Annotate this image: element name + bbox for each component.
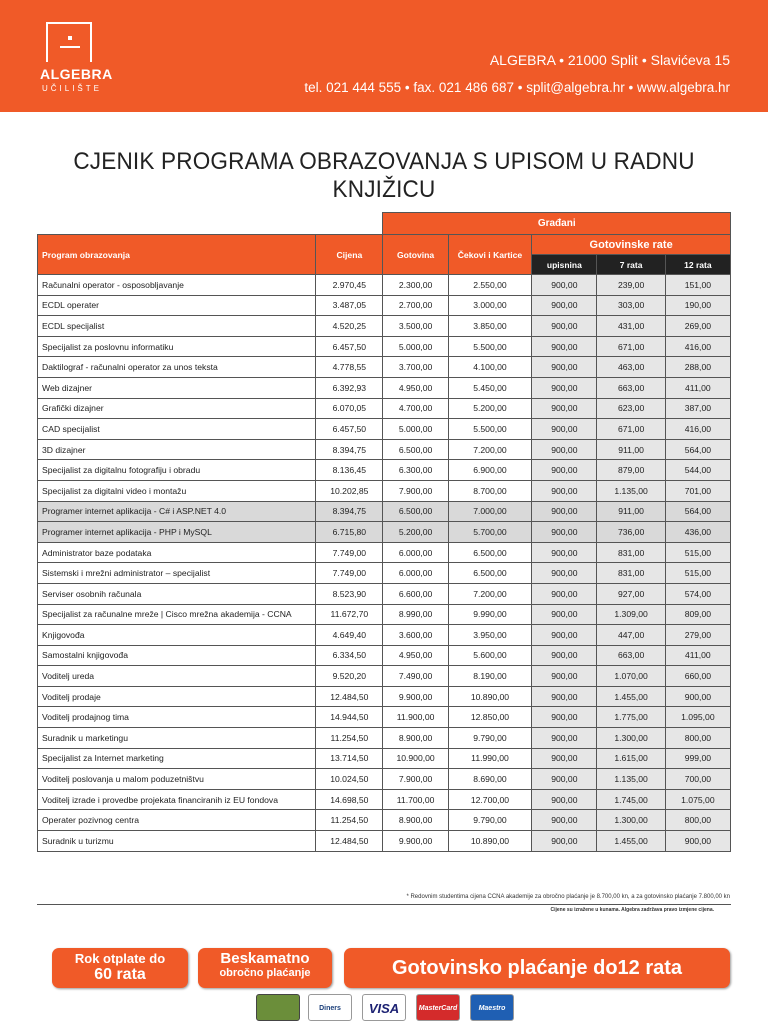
table-cell: 900,00 — [532, 563, 597, 584]
table-cell: 800,00 — [665, 728, 730, 749]
table-cell: 463,00 — [597, 357, 665, 378]
table-cell: 12.484,50 — [316, 686, 383, 707]
table-cell: 303,00 — [597, 295, 665, 316]
table-cell: 9.900,00 — [383, 686, 448, 707]
table-cell: 9.900,00 — [383, 831, 448, 852]
badge-line: Beskamatno — [220, 950, 310, 967]
table-cell: 11.672,70 — [316, 604, 383, 625]
table-cell: 5.200,00 — [383, 522, 448, 543]
table-cell: 4.649,40 — [316, 625, 383, 646]
table-cell: 663,00 — [597, 377, 665, 398]
col-installments: Gotovinske rate — [532, 235, 731, 255]
table-cell: 12.700,00 — [448, 789, 532, 810]
table-cell: 387,00 — [665, 398, 730, 419]
table-row — [38, 563, 731, 584]
table-cell: 8.190,00 — [448, 666, 532, 687]
table-cell: 7.490,00 — [383, 666, 448, 687]
table-cell: 900,00 — [532, 748, 597, 769]
table-cell: 10.024,50 — [316, 769, 383, 790]
table-cell: 5.000,00 — [383, 419, 448, 440]
table-cell: Specijalist za poslovnu informatiku — [38, 336, 316, 357]
col-12-rates: 12 rata — [665, 255, 730, 275]
table-cell: Specijalist za računalne mreže | Cisco mrežna akademija - CCNA — [38, 604, 316, 625]
diners-card-icon: Diners — [308, 994, 352, 1021]
table-cell: 1.455,00 — [597, 831, 665, 852]
table-cell: 416,00 — [665, 336, 730, 357]
table-cell: 515,00 — [665, 563, 730, 584]
table-cell: Specijalist za Internet marketing — [38, 748, 316, 769]
table-cell: 5.500,00 — [448, 419, 532, 440]
table-cell: 10.900,00 — [383, 748, 448, 769]
table-cell: 4.520,25 — [316, 316, 383, 337]
table-cell: 7.900,00 — [383, 480, 448, 501]
table-cell: 10.202,85 — [316, 480, 383, 501]
table-cell: 1.309,00 — [597, 604, 665, 625]
table-cell: 8.394,75 — [316, 501, 383, 522]
col-price: Cijena — [316, 235, 383, 275]
table-cell: 12.484,50 — [316, 831, 383, 852]
table-cell: 6.900,00 — [448, 460, 532, 481]
table-cell: 8.690,00 — [448, 769, 532, 790]
table-cell: Programer internet aplikacija - PHP i MySQL — [38, 522, 316, 543]
table-cell: 564,00 — [665, 501, 730, 522]
table-row — [38, 460, 731, 481]
table-cell: Voditelj izrade i provedbe projekata financiranih iz EU fondova — [38, 789, 316, 810]
table-cell: 7.749,00 — [316, 542, 383, 563]
table-cell: Sistemski i mrežni administrator – specijalist — [38, 563, 316, 584]
table-cell: 515,00 — [665, 542, 730, 563]
algebra-logo-icon — [46, 22, 92, 62]
table-row — [38, 789, 731, 810]
cash-12-rates-badge: Gotovinsko plaćanje do12 rata — [344, 948, 730, 988]
col-program: Program obrazovanja — [38, 235, 316, 275]
table-cell: 2.700,00 — [383, 295, 448, 316]
table-cell: 1.455,00 — [597, 686, 665, 707]
table-cell: 564,00 — [665, 439, 730, 460]
table-cell: 4.100,00 — [448, 357, 532, 378]
table-cell: 3.000,00 — [448, 295, 532, 316]
table-row — [38, 769, 731, 790]
table-cell: 12.850,00 — [448, 707, 532, 728]
table-cell: Samostalni knjigovođa — [38, 645, 316, 666]
table-cell: 4.778,55 — [316, 357, 383, 378]
table-cell: 14.698,50 — [316, 789, 383, 810]
group-header: Građani — [383, 213, 731, 235]
table-cell: 900,00 — [532, 439, 597, 460]
table-cell: 2.550,00 — [448, 275, 532, 296]
table-cell: 1.745,00 — [597, 789, 665, 810]
table-cell: 10.890,00 — [448, 686, 532, 707]
table-cell: 8.900,00 — [383, 810, 448, 831]
table-cell: 701,00 — [665, 480, 730, 501]
table-cell: 7.000,00 — [448, 501, 532, 522]
mastercard-icon: MasterCard — [416, 994, 460, 1021]
table-cell: Voditelj prodaje — [38, 686, 316, 707]
table-cell: 700,00 — [665, 769, 730, 790]
table-cell: 5.450,00 — [448, 377, 532, 398]
table-cell: 8.900,00 — [383, 728, 448, 749]
table-cell: 8.523,90 — [316, 583, 383, 604]
table-cell: 900,00 — [532, 645, 597, 666]
table-cell: 1.300,00 — [597, 728, 665, 749]
table-cell: 900,00 — [532, 831, 597, 852]
table-cell: 239,00 — [597, 275, 665, 296]
table-cell: 574,00 — [665, 583, 730, 604]
table-cell: 3.950,00 — [448, 625, 532, 646]
table-cell: 6.500,00 — [383, 439, 448, 460]
page-title: CJENIK PROGRAMA OBRAZOVANJA S UPISOM U RADNU KNJIŽICU — [73, 148, 695, 203]
table-cell: 623,00 — [597, 398, 665, 419]
table-cell: 11.254,50 — [316, 728, 383, 749]
table-cell: 6.457,50 — [316, 336, 383, 357]
table-cell: 151,00 — [665, 275, 730, 296]
table-cell: Specijalist za digitalni video i montažu — [38, 480, 316, 501]
table-cell: Grafički dizajner — [38, 398, 316, 419]
table-cell: 663,00 — [597, 645, 665, 666]
table-row — [38, 645, 731, 666]
badge-line: 60 rata — [94, 966, 146, 983]
table-cell: 900,00 — [532, 583, 597, 604]
table-row — [38, 439, 731, 460]
table-cell: 900,00 — [532, 419, 597, 440]
table-cell: 900,00 — [532, 769, 597, 790]
table-cell: 1.135,00 — [597, 769, 665, 790]
table-cell: 4.950,00 — [383, 377, 448, 398]
table-cell: 900,00 — [532, 666, 597, 687]
table-row — [38, 398, 731, 419]
table-row — [38, 604, 731, 625]
table-row — [38, 295, 731, 316]
col-cash: Gotovina — [383, 235, 448, 275]
maestro-card-icon: Maestro — [470, 994, 514, 1021]
table-cell: 8.700,00 — [448, 480, 532, 501]
table-cell: 11.990,00 — [448, 748, 532, 769]
table-cell: 7.200,00 — [448, 583, 532, 604]
badge-line: obročno plaćanje — [219, 967, 311, 979]
table-cell: 447,00 — [597, 625, 665, 646]
table-cell: 279,00 — [665, 625, 730, 646]
table-row — [38, 810, 731, 831]
table-cell: 411,00 — [665, 377, 730, 398]
col-7-rates: 7 rata — [597, 255, 665, 275]
table-row — [38, 316, 731, 337]
table-cell: 900,00 — [532, 810, 597, 831]
table-cell: 900,00 — [532, 604, 597, 625]
table-row — [38, 542, 731, 563]
table-cell: 736,00 — [597, 522, 665, 543]
table-cell: 6.334,50 — [316, 645, 383, 666]
table-cell: 900,00 — [532, 357, 597, 378]
table-cell: Programer internet aplikacija - C# i ASP.NET 4.0 — [38, 501, 316, 522]
table-cell: Računalni operator - osposobljavanje — [38, 275, 316, 296]
table-cell: 800,00 — [665, 810, 730, 831]
table-row — [38, 522, 731, 543]
table-cell: 911,00 — [597, 501, 665, 522]
table-cell: Serviser osobnih računala — [38, 583, 316, 604]
table-cell: ECDL specijalist — [38, 316, 316, 337]
table-cell: 6.715,80 — [316, 522, 383, 543]
table-cell: 2.970,45 — [316, 275, 383, 296]
table-row — [38, 666, 731, 687]
price-footnote: Cijene su izražene u kunama. Algebra zadržava pravo izmjene cijena. — [550, 907, 714, 913]
col-enrol: upisnina — [532, 255, 597, 275]
table-cell: 1.775,00 — [597, 707, 665, 728]
table-row — [38, 831, 731, 852]
table-cell: 900,00 — [532, 542, 597, 563]
table-cell: 927,00 — [597, 583, 665, 604]
table-cell: 900,00 — [532, 686, 597, 707]
table-bottom-line — [37, 904, 731, 905]
table-row — [38, 419, 731, 440]
table-cell: 6.392,93 — [316, 377, 383, 398]
table-cell: 900,00 — [532, 398, 597, 419]
table-cell: 900,00 — [532, 728, 597, 749]
table-cell: 2.300,00 — [383, 275, 448, 296]
table-row — [38, 377, 731, 398]
table-cell: 11.900,00 — [383, 707, 448, 728]
table-cell: Suradnik u marketingu — [38, 728, 316, 749]
table-cell: 831,00 — [597, 542, 665, 563]
table-cell: Knjigovođa — [38, 625, 316, 646]
table-cell: 1.070,00 — [597, 666, 665, 687]
table-cell: 6.500,00 — [383, 501, 448, 522]
table-cell: 900,00 — [532, 377, 597, 398]
table-row — [38, 501, 731, 522]
table-cell: 4.950,00 — [383, 645, 448, 666]
col-cheques: Čekovi i Kartice — [448, 235, 532, 275]
table-cell: 8.394,75 — [316, 439, 383, 460]
table-cell: 900,00 — [532, 625, 597, 646]
table-cell: 4.700,00 — [383, 398, 448, 419]
table-cell: 900,00 — [532, 480, 597, 501]
table-cell: 900,00 — [532, 501, 597, 522]
table-cell: 6.600,00 — [383, 583, 448, 604]
table-cell: 5.200,00 — [448, 398, 532, 419]
table-cell: 900,00 — [532, 707, 597, 728]
table-cell: 6.000,00 — [383, 563, 448, 584]
table-cell: 5.700,00 — [448, 522, 532, 543]
table-row — [38, 480, 731, 501]
table-cell: 1.300,00 — [597, 810, 665, 831]
table-cell: 5.000,00 — [383, 336, 448, 357]
table-cell: 6.300,00 — [383, 460, 448, 481]
badge-line: Rok otplate do — [74, 951, 166, 966]
table-cell: 5.500,00 — [448, 336, 532, 357]
table-cell: 999,00 — [665, 748, 730, 769]
table-cell: ECDL operater — [38, 295, 316, 316]
table-cell: 900,00 — [532, 295, 597, 316]
table-cell: Suradnik u turizmu — [38, 831, 316, 852]
table-cell: 3.600,00 — [383, 625, 448, 646]
table-cell: 416,00 — [665, 419, 730, 440]
table-cell: 6.500,00 — [448, 542, 532, 563]
table-cell: 3.850,00 — [448, 316, 532, 337]
header-contact: tel. 021 444 555 • fax. 021 486 687 • split@algebra.hr • www.algebra.hr — [304, 80, 730, 95]
table-cell: Web dizajner — [38, 377, 316, 398]
table-row — [38, 625, 731, 646]
logo-subtitle: UČILIŠTE — [41, 84, 102, 93]
table-cell: 190,00 — [665, 295, 730, 316]
table-cell: 900,00 — [532, 336, 597, 357]
visa-card-icon: VISA — [362, 994, 406, 1021]
page-header — [0, 0, 768, 112]
logo-name: ALGEBRA — [40, 66, 113, 82]
table-cell: 900,00 — [532, 316, 597, 337]
table-cell: 544,00 — [665, 460, 730, 481]
table-cell: Voditelj prodajnog tima — [38, 707, 316, 728]
table-cell: 11.700,00 — [383, 789, 448, 810]
table-cell: CAD specijalist — [38, 419, 316, 440]
table-cell: 436,00 — [665, 522, 730, 543]
table-cell: 3.487,05 — [316, 295, 383, 316]
table-cell: 879,00 — [597, 460, 665, 481]
table-cell: 13.714,50 — [316, 748, 383, 769]
ccna-footnote: * Redovnim studentima cijena CCNA akademije za obročno plaćanje je 8.700,00 kn, a za gotovinsko plaćanje 7.800,00 kn — [406, 894, 730, 900]
header-address: ALGEBRA • 21000 Split • Slavićeva 15 — [489, 52, 730, 68]
table-cell: 6.500,00 — [448, 563, 532, 584]
table-cell: 9.790,00 — [448, 810, 532, 831]
table-cell: 11.254,50 — [316, 810, 383, 831]
table-cell: Administrator baze podataka — [38, 542, 316, 563]
table-cell: 3D dizajner — [38, 439, 316, 460]
table-cell: 431,00 — [597, 316, 665, 337]
table-cell: 831,00 — [597, 563, 665, 584]
table-cell: 288,00 — [665, 357, 730, 378]
table-row — [38, 275, 731, 296]
table-row — [38, 686, 731, 707]
table-cell: 411,00 — [665, 645, 730, 666]
table-cell: 900,00 — [532, 789, 597, 810]
table-cell: 809,00 — [665, 604, 730, 625]
table-cell: 269,00 — [665, 316, 730, 337]
table-cell: 14.944,50 — [316, 707, 383, 728]
table-cell: 7.749,00 — [316, 563, 383, 584]
table-cell: 1.135,00 — [597, 480, 665, 501]
table-cell: 1.095,00 — [665, 707, 730, 728]
table-cell: 9.990,00 — [448, 604, 532, 625]
table-cell: 6.000,00 — [383, 542, 448, 563]
table-cell: 900,00 — [532, 460, 597, 481]
table-row — [38, 748, 731, 769]
table-row — [38, 583, 731, 604]
table-row — [38, 336, 731, 357]
table-cell: 660,00 — [665, 666, 730, 687]
table-cell: Specijalist za digitalnu fotografiju i obradu — [38, 460, 316, 481]
table-cell: 7.900,00 — [383, 769, 448, 790]
table-cell: 900,00 — [665, 831, 730, 852]
table-cell: 900,00 — [532, 275, 597, 296]
table-cell: 1.075,00 — [665, 789, 730, 810]
table-cell: 3.700,00 — [383, 357, 448, 378]
table-cell: Daktilograf - računalni operator za unos teksta — [38, 357, 316, 378]
table-cell: 9.520,20 — [316, 666, 383, 687]
table-cell: 7.200,00 — [448, 439, 532, 460]
table-cell: 6.457,50 — [316, 419, 383, 440]
table-cell: 1.615,00 — [597, 748, 665, 769]
table-cell: 9.790,00 — [448, 728, 532, 749]
table-cell: 10.890,00 — [448, 831, 532, 852]
table-row — [38, 707, 731, 728]
table-cell: 3.500,00 — [383, 316, 448, 337]
table-cell: 900,00 — [532, 522, 597, 543]
table-cell: Voditelj ureda — [38, 666, 316, 687]
table-cell: Operater pozivnog centra — [38, 810, 316, 831]
table-cell: 5.600,00 — [448, 645, 532, 666]
table-cell: Voditelj poslovanja u malom poduzetništvu — [38, 769, 316, 790]
table-cell: 6.070,05 — [316, 398, 383, 419]
table-cell: 900,00 — [665, 686, 730, 707]
table-cell: 911,00 — [597, 439, 665, 460]
interest-free-badge — [198, 948, 332, 988]
installments-60-badge — [52, 948, 188, 988]
table-cell: 671,00 — [597, 336, 665, 357]
table-cell: 8.136,45 — [316, 460, 383, 481]
price-table — [37, 212, 731, 852]
bank-card-icon — [256, 994, 300, 1021]
table-cell: 671,00 — [597, 419, 665, 440]
table-row — [38, 728, 731, 749]
table-row — [38, 357, 731, 378]
table-cell: 8.990,00 — [383, 604, 448, 625]
